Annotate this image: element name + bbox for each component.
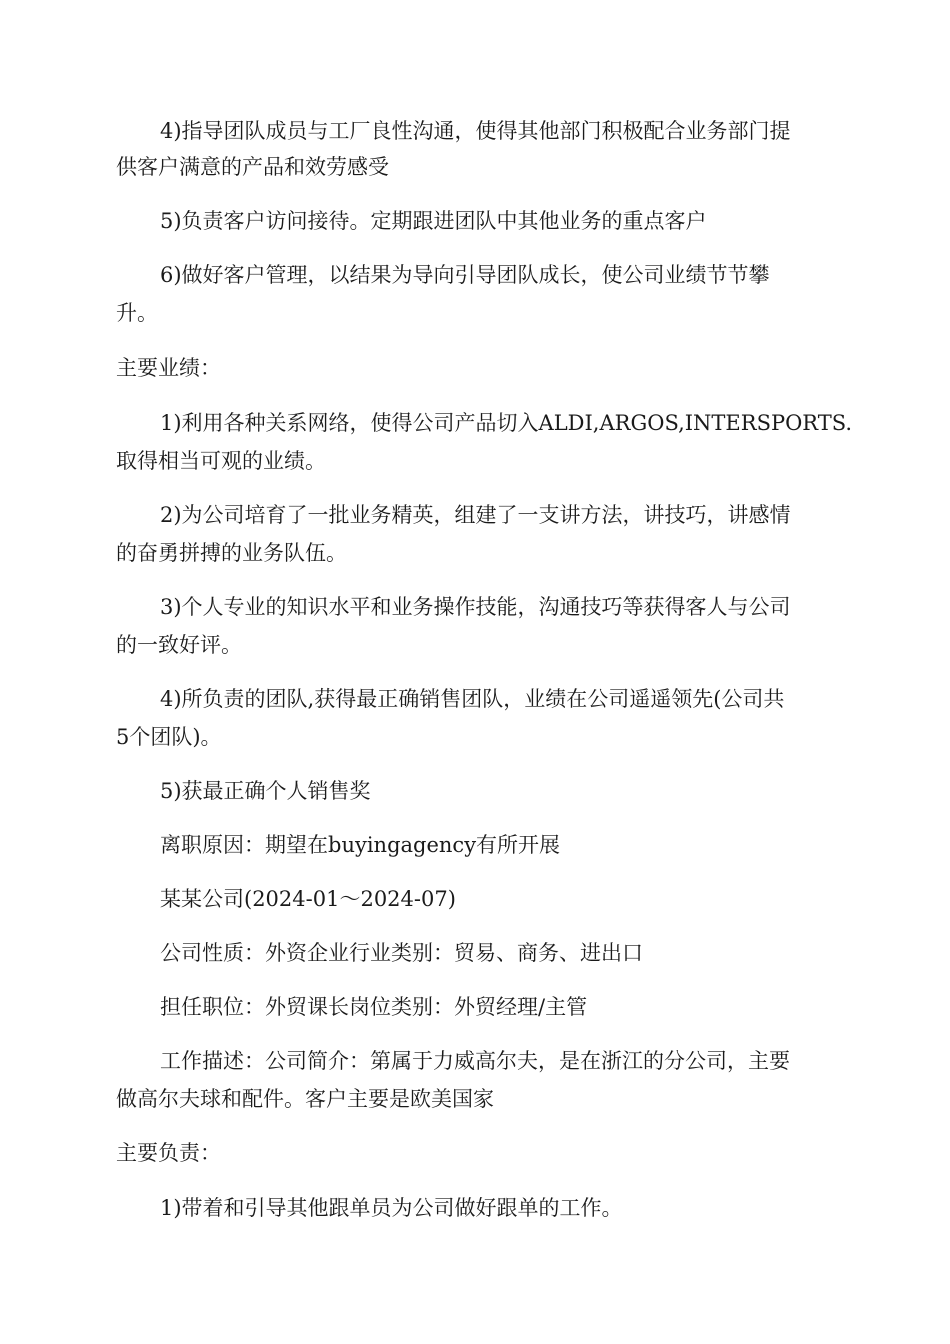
paragraph-line: 的一致好评。: [116, 633, 242, 657]
paragraph-line: 4)所负责的团队,获得最正确销售团队，业绩在公司遥遥领先(公司共: [160, 687, 785, 711]
paragraph-line: 2)为公司培育了一批业务精英，组建了一支讲方法，讲技巧，讲感情: [160, 503, 791, 527]
paragraph-line: 1)带着和引导其他跟单员为公司做好跟单的工作。: [160, 1196, 623, 1220]
section-heading: 主要负责：: [116, 1141, 221, 1165]
paragraph-line: 的奋勇拼搏的业务队伍。: [116, 541, 347, 565]
paragraph-line: 5个团队)。: [116, 725, 222, 749]
paragraph-line: 3)个人专业的知识水平和业务操作技能，沟通技巧等获得客人与公司: [160, 595, 791, 619]
paragraph-line: 做高尔夫球和配件。客户主要是欧美国家: [116, 1087, 494, 1111]
paragraph-line: 取得相当可观的业绩。: [116, 449, 326, 473]
paragraph-line: 担任职位：外贸课长岗位类别：外贸经理/主管: [160, 995, 588, 1019]
section-heading: 主要业绩：: [116, 356, 221, 380]
paragraph-line: 供客户满意的产品和效劳感受: [116, 155, 389, 179]
paragraph-line: 5)负责客户访问接待。定期跟进团队中其他业务的重点客户: [160, 209, 707, 233]
paragraph-line: 4)指导团队成员与工厂良性沟通，使得其他部门积极配合业务部门提: [160, 119, 791, 143]
paragraph-line: 5)获最正确个人销售奖: [160, 779, 371, 803]
paragraph-line: 1)利用各种关系网络，使得公司产品切入ALDI,ARGOS,INTERSPORTS.: [160, 411, 853, 435]
paragraph-line: 升。: [116, 301, 158, 325]
paragraph-line: 工作描述：公司简介：第属于力威高尔夫，是在浙江的分公司，主要: [160, 1049, 790, 1073]
paragraph-line: 公司性质：外资企业行业类别：贸易、商务、进出口: [160, 941, 643, 965]
paragraph-line: 某某公司(2024-01～2024-07): [160, 887, 456, 911]
paragraph-line: 离职原因：期望在buyingagency有所开展: [160, 833, 561, 857]
paragraph-line: 6)做好客户管理，以结果为导向引导团队成长，使公司业绩节节攀: [160, 263, 770, 287]
